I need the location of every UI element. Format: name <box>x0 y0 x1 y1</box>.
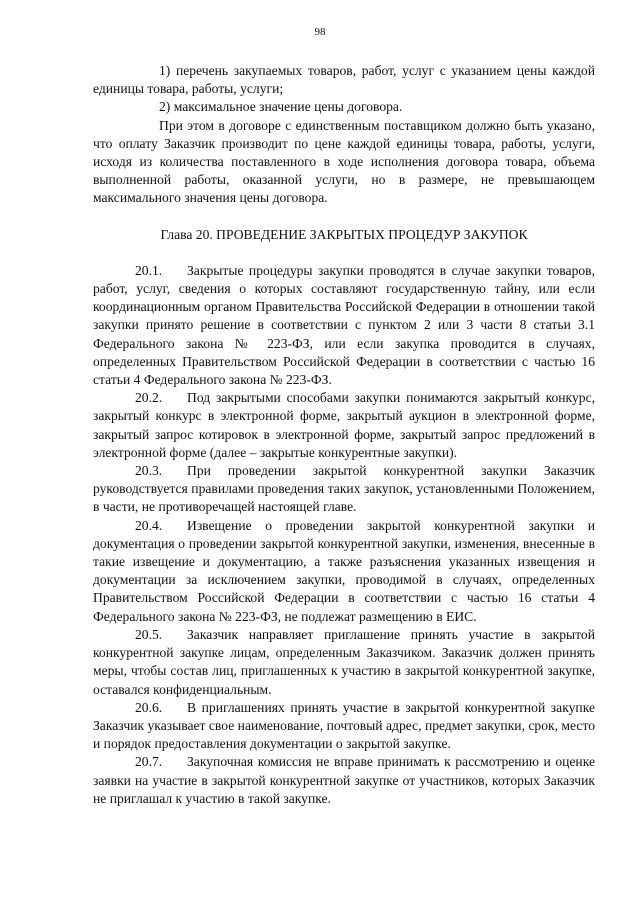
clause-text: В приглашениях принять участие в закрытой конкурентной закупке Заказчик указывает свое наименование, почтовый адрес, предмет закупки, срок, место и порядок предоставления документации о закрытой закупке. <box>93 699 595 752</box>
clause-20-2 <box>93 389 595 462</box>
clause-20-7 <box>93 753 595 808</box>
document-body <box>93 62 595 808</box>
clause-number: 20.7. <box>135 754 163 770</box>
clause-text: Закупочная комиссия не вправе принимать к рассмотрению и оценке заявки на участие в закрытой конкурентной закупке от участников, которых Заказчик не приглашал к участию в такой закупке. <box>93 754 595 806</box>
intro-item-2: 2) максимальное значение цены договора. <box>159 99 403 115</box>
clause-text: Закрытые процедуры закупки проводятся в случае закупки товаров, работ, услуг, сведения о которых составляют государственную тайну, или если координационным органом Правительства Российской Федерации в отношении такой закупки принято решение в соответствии с пунктом 2 или 3 части 8 статьи 3.1 Федерального закона № 223-ФЗ, или если закупка проводится в случаях, определенных Правительством Российской Федерации в соответствии с частью 16 статьи 4 Федерального закона № 223-ФЗ. <box>93 262 595 388</box>
clause-number: 20.4. <box>135 517 163 533</box>
clause-20-1 <box>93 262 595 389</box>
intro-paragraph: При этом в договоре с единственным поставщиком должно быть указано, что оплату Заказчик производит по цене каждой единицы товара, работы, услуги, исходя из количества поставленного в ходе исполнения договора товара, объема выполненной работы, оказанной услуги, но в размере, не превышающем максимального значения цены договора. <box>93 117 595 206</box>
clause-number: 20.5. <box>135 626 163 642</box>
clause-number: 20.6. <box>135 699 163 715</box>
page-number: 98 <box>314 26 326 38</box>
clause-text: Под закрытыми способами закупки понимаются закрытый конкурс, закрытый конкурс в электронной форме, закрытый аукцион в электронной форме, закрытый запрос котировок в электронной форме, закрытый запрос предложений в электронной форме (далее – закрытые конкурентные закупки). <box>93 390 595 460</box>
clause-number: 20.2. <box>135 390 163 406</box>
clause-text: Заказчик направляет приглашение принять участие в закрытой конкурентной закупке лицам, определенным Заказчиком. Заказчик должен принять меры, чтобы состав лиц, приглашенных к участию в закрытой конкурентной закупке, оставался конфиденциальным. <box>93 626 595 697</box>
clause-text: Извещение о проведении закрытой конкурентной закупки и документация о проведении закрытой конкурентной закупки, изменения, внесенные в такие извещение и документацию, а также разъяснения указанных извещения и документации за исключением закупки, проводимой в случаях, определенных Правительством Российской Федерации в соответствии с частью 16 статьи 4 Федерального закона № 223-ФЗ, не подлежат размещению в ЕИС. <box>93 517 595 624</box>
chapter-title: Глава 20. ПРОВЕДЕНИЕ ЗАКРЫТЫХ ПРОЦЕДУР ЗАКУПОК <box>160 226 528 242</box>
clause-20-3 <box>93 462 595 517</box>
clause-20-4 <box>93 517 595 626</box>
clause-number: 20.1. <box>135 262 163 278</box>
clause-text: При проведении закрытой конкурентной закупки Заказчик руководствуется правилами проведения таких закупок, установленными Положением, в части, не противоречащей настоящей главе. <box>93 463 595 515</box>
intro-item-1: 1) перечень закупаемых товаров, работ, услуг с указанием цены каждой единицы товара, работы, услуги; <box>93 63 595 97</box>
clause-20-6 <box>93 699 595 754</box>
clause-number: 20.3. <box>135 463 163 479</box>
clause-20-5 <box>93 626 595 699</box>
